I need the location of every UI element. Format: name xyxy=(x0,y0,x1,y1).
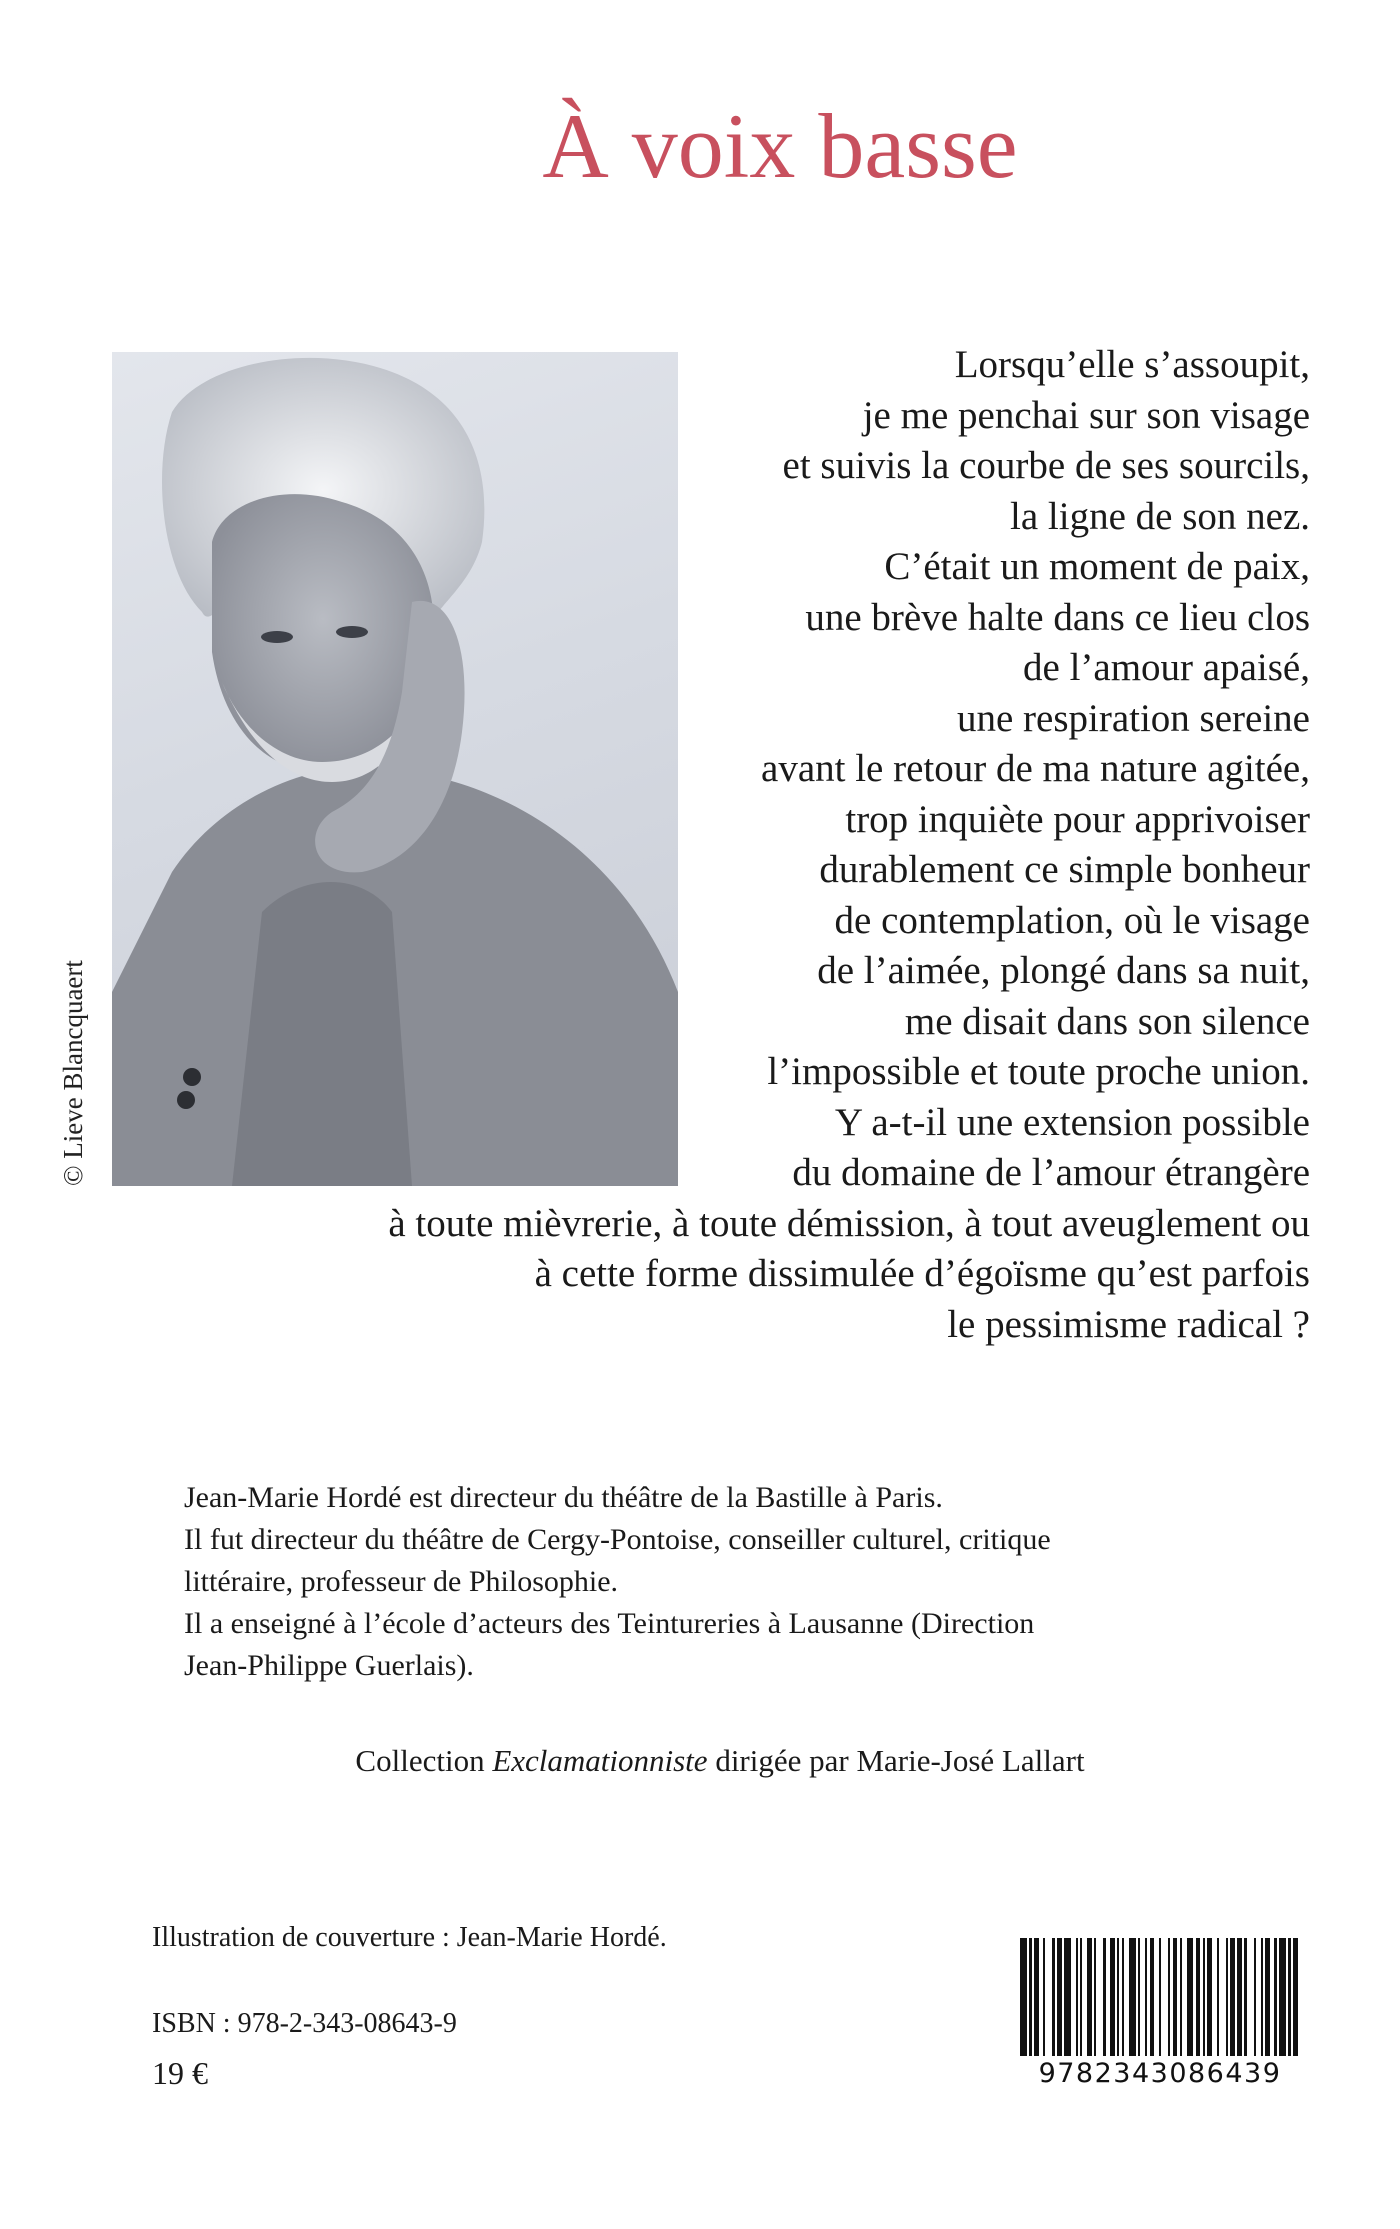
price: 19 € xyxy=(152,2055,208,2091)
isbn: ISBN : 978-2-343-08643-9 xyxy=(152,2008,457,2039)
poem-line: et suivis la courbe de ses sourcils, xyxy=(782,444,1310,487)
barcode-bar xyxy=(1020,1938,1027,2056)
poem-line: du domaine de l’amour étrangère xyxy=(792,1151,1310,1194)
poem-line: l’impossible et toute proche union. xyxy=(767,1050,1310,1093)
poem-line: Lorsqu’elle s’assoupit, xyxy=(954,343,1310,386)
bio-line: Jean-Marie Hordé est directeur du théâtre de la Bastille à Paris. xyxy=(184,1481,943,1514)
bio-line: Il a enseigné à l’école d’acteurs des Teintureries à Lausanne (Direction xyxy=(184,1607,1035,1640)
barcode-bar xyxy=(1279,1938,1286,2056)
barcode-number: 9782343086439 xyxy=(1038,2058,1282,2089)
bio-line: Jean-Philippe Guerlais). xyxy=(184,1649,474,1682)
poem-line: de l’amour apaisé, xyxy=(1023,646,1310,689)
barcode-bar xyxy=(1247,1938,1254,2056)
book-title: À voix basse xyxy=(542,95,1018,197)
poem-line: durablement ce simple bonheur xyxy=(819,848,1310,891)
barcode-bar xyxy=(1129,1938,1136,2056)
poem-line: C’était un moment de paix, xyxy=(884,545,1310,588)
poem-excerpt xyxy=(110,340,1310,1350)
barcode-bar xyxy=(1219,1938,1226,2056)
collection-suffix: dirigée par Marie-José Lallart xyxy=(707,1743,1085,1778)
poem-line: de l’aimée, plongé dans sa nuit, xyxy=(817,949,1310,992)
barcode-bar xyxy=(1045,1938,1052,2056)
bio-line: Il fut directeur du théâtre de Cergy-Pontoise, conseiller culturel, critique xyxy=(184,1523,1051,1556)
collection-name: Exclamationniste xyxy=(492,1743,708,1778)
cover-illustration-credit: Illustration de couverture : Jean-Marie Hordé. xyxy=(152,1922,667,1953)
poem-line: de contemplation, où le visage xyxy=(834,898,1310,942)
barcode-bar xyxy=(1096,1938,1103,2056)
poem-line: une respiration sereine xyxy=(956,696,1310,740)
barcode-bar xyxy=(1187,1938,1194,2056)
poem-line: à cette forme dissimulée d’égoïsme qu’est parfois xyxy=(534,1252,1310,1295)
poem-line: à toute mièvrerie, à toute démission, à tout aveuglement ou xyxy=(388,1201,1310,1245)
photo-credit: © Lieve Blancquaert xyxy=(58,960,88,1186)
author-bio xyxy=(184,1477,1234,1687)
poem-line: avant le retour de ma nature agitée, xyxy=(761,747,1310,790)
poem-line: je me penchai sur son visage xyxy=(862,393,1310,437)
barcode xyxy=(1020,1938,1300,2093)
barcode-bar xyxy=(1064,1938,1071,2056)
poem-line: le pessimisme radical ? xyxy=(947,1302,1310,1346)
poem-line: me disait dans son silence xyxy=(904,999,1310,1043)
poem-line: Y a-t-il une extension possible xyxy=(834,1100,1310,1144)
bio-line: littéraire, professeur de Philosophie. xyxy=(184,1565,619,1598)
barcode-bars xyxy=(1020,1938,1300,2056)
barcode-bar xyxy=(1298,1938,1300,2056)
barcode-bar xyxy=(1161,1938,1168,2056)
poem-line: une brève halte dans ce lieu clos xyxy=(805,595,1310,639)
poem-line: la ligne de son nez. xyxy=(1010,494,1310,538)
poem-line: trop inquiète pour apprivoiser xyxy=(845,797,1310,841)
collection-prefix: Collection xyxy=(355,1743,493,1778)
collection-line xyxy=(0,1743,1400,1779)
